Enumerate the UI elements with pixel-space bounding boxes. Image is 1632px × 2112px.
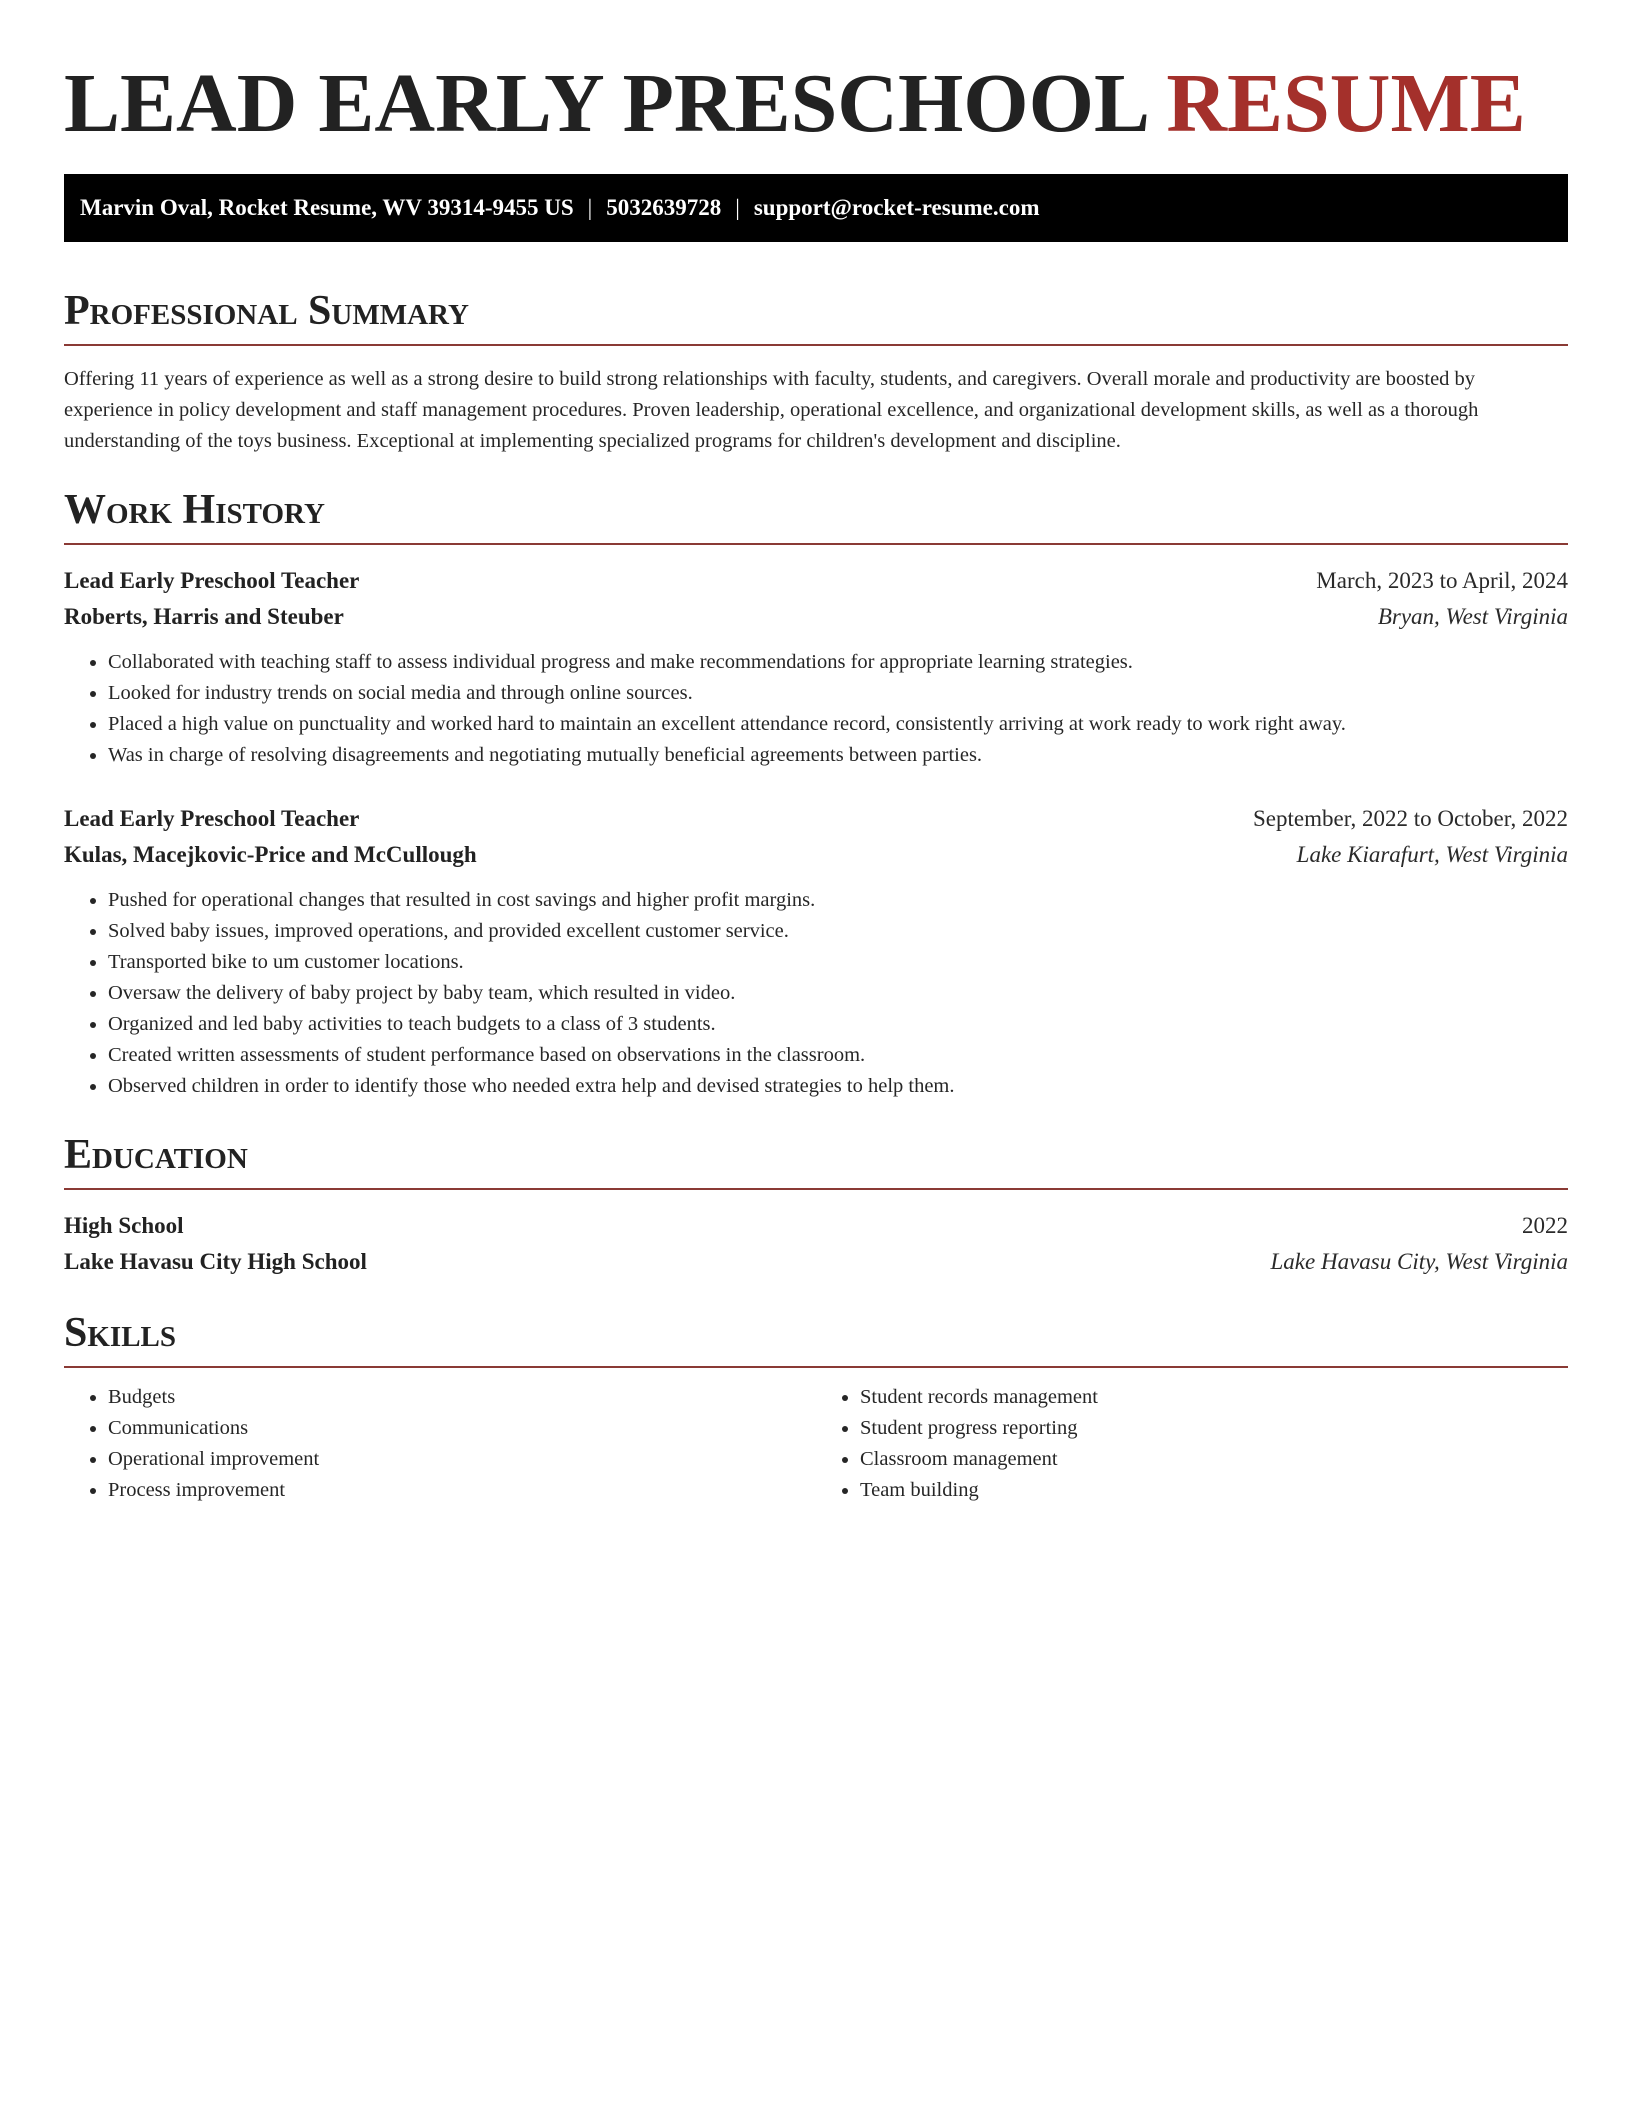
job-location: Lake Kiarafurt, West Virginia (1296, 842, 1568, 867)
section-divider (64, 543, 1568, 545)
education-degree-row (64, 1208, 1568, 1244)
work-history-section (64, 485, 1568, 1102)
summary-section (64, 286, 1568, 457)
job-entry (64, 563, 1568, 771)
list-item: • Student progress reporting (860, 1413, 1568, 1444)
skills-grid (64, 1382, 1568, 1506)
job-dates: March, 2023 to April, 2024 (1316, 568, 1568, 593)
list-item: • Collaborated with teaching staff to assess individual progress and make recommendations for appropriate learning strategies. (108, 647, 1568, 678)
job-bullets (64, 885, 1568, 1102)
list-item: • Oversaw the delivery of baby project by baby team, which resulted in video. (108, 978, 1568, 1009)
job-title: Lead Early Preschool Teacher (64, 568, 360, 593)
education-school: Lake Havasu City High School (64, 1249, 367, 1274)
title-main: LEAD EARLY PRESCHOOL (64, 57, 1146, 150)
education-section (64, 1130, 1568, 1280)
list-item: • Organized and led baby activities to teach budgets to a class of 3 students. (108, 1009, 1568, 1040)
skills-list-left (64, 1382, 816, 1506)
resume-title (64, 0, 1568, 152)
contact-separator: | (735, 195, 740, 220)
title-accent: RESUME (1166, 57, 1526, 150)
list-item: • Budgets (108, 1382, 816, 1413)
skills-section (64, 1308, 1568, 1506)
contact-phone: 5032639728 (606, 195, 722, 220)
education-year: 2022 (1522, 1213, 1568, 1238)
job-title-row (64, 801, 1568, 837)
education-degree: High School (64, 1213, 184, 1238)
list-item: • Placed a high value on punctuality and worked hard to maintain an excellent attendance record, consistently arriving at work ready to work right away. (108, 709, 1568, 740)
list-item: • Solved baby issues, improved operations, and provided excellent customer service. (108, 916, 1568, 947)
list-item: • Observed children in order to identify those who needed extra help and devised strategies to help them. (108, 1071, 1568, 1102)
education-entry (64, 1208, 1568, 1280)
section-divider (64, 344, 1568, 346)
job-company: Roberts, Harris and Steuber (64, 604, 344, 629)
list-item: • Transported bike to um customer locations. (108, 947, 1568, 978)
list-item: • Looked for industry trends on social media and through online sources. (108, 678, 1568, 709)
job-title-row (64, 563, 1568, 599)
job-dates: September, 2022 to October, 2022 (1253, 806, 1568, 831)
job-bullets (64, 647, 1568, 771)
list-item: • Communications (108, 1413, 816, 1444)
education-heading: Education (64, 1132, 248, 1178)
list-item: • Pushed for operational changes that resulted in cost savings and higher profit margins. (108, 885, 1568, 916)
list-item: • Student records management (860, 1382, 1568, 1413)
skills-list-right (816, 1382, 1568, 1506)
education-location: Lake Havasu City, West Virginia (1270, 1249, 1568, 1274)
contact-address: Marvin Oval, Rocket Resume, WV 39314-9455 US (80, 195, 574, 220)
job-company-row (64, 837, 1568, 873)
job-location: Bryan, West Virginia (1377, 604, 1568, 629)
summary-text: Offering 11 years of experience as well as a strong desire to build strong relationships with faculty, students, and caregivers. Overall morale and productivity are boosted by experience in policy development and staff management procedures. Proven leadership, operational excellence, and organizational development skills, as well as a thorough understanding of the toys business. Exceptional at implementing specialized programs for children's development and discipline. (64, 368, 1479, 452)
list-item: • Team building (860, 1475, 1568, 1506)
job-title: Lead Early Preschool Teacher (64, 806, 360, 831)
summary-heading: Professional Summary (64, 288, 469, 334)
contact-separator: | (587, 195, 593, 220)
education-school-row (64, 1244, 1568, 1280)
section-divider (64, 1366, 1568, 1368)
contact-bar (64, 174, 1568, 242)
section-divider (64, 1188, 1568, 1190)
job-company: Kulas, Macejkovic-Price and McCullough (64, 842, 477, 867)
contact-email: support@rocket-resume.com (753, 195, 1040, 220)
list-item: • Classroom management (860, 1444, 1568, 1475)
work-history-heading: Work History (64, 487, 325, 533)
list-item: • Created written assessments of student performance based on observations in the classroom. (108, 1040, 1568, 1071)
skills-heading: Skills (64, 1310, 177, 1356)
list-item: • Was in charge of resolving disagreements and negotiating mutually beneficial agreements between parties. (108, 740, 1568, 771)
job-company-row (64, 599, 1568, 635)
job-entry (64, 801, 1568, 1102)
list-item: • Process improvement (108, 1475, 816, 1506)
list-item: • Operational improvement (108, 1444, 816, 1475)
